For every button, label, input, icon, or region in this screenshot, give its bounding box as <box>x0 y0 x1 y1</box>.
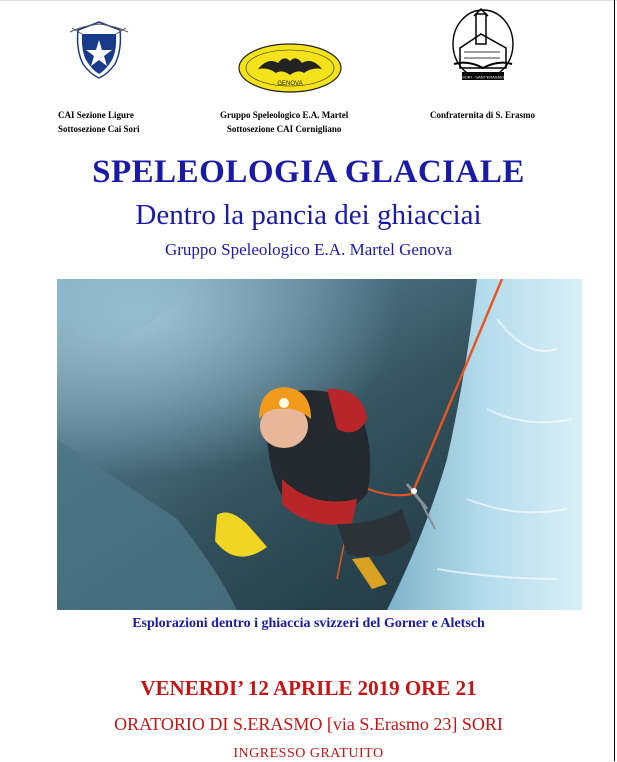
org-gruppo-martel <box>220 108 348 136</box>
group-name: Gruppo Speleologico E.A. Martel Genova <box>164 240 453 259</box>
org-confr-line1: Confraternita di S. Erasmo <box>430 110 535 120</box>
glacier-caver-photo <box>57 279 582 610</box>
page-subtitle: Dentro la pancia dei ghiacciai <box>135 199 482 231</box>
page-top-edge <box>0 0 617 1</box>
gruppo-logo-word: GENOVA <box>277 81 303 87</box>
org-cai-sori <box>58 108 140 136</box>
photo-caption: Esplorazioni dentro i ghiaccia svizzeri del Gorner e Aletsch <box>132 616 485 631</box>
event-date: VENERDI’ 12 APRILE 2019 ORE 21 <box>140 676 477 700</box>
org-gruppo-line1: Gruppo Speleologico E.A. Martel <box>220 110 349 120</box>
org-gruppo-line2: Sottosezione CAI Cornigliano <box>226 124 342 134</box>
page-title: SPELEOLOGIA GLACIALE <box>92 154 525 190</box>
event-entry: INGRESSO GRATUITO <box>233 746 384 761</box>
org-cai-line2: Sottosezione Cai Sori <box>58 124 140 134</box>
page-right-edge <box>614 0 615 761</box>
org-confraternita <box>430 108 535 122</box>
bat-logo-icon <box>238 43 342 93</box>
org-cai-line1: CAI Sezione Ligure <box>58 110 134 120</box>
confr-logo-word: SORI · SANT'ERASMO <box>461 74 505 80</box>
event-place: ORATORIO DI S.ERASMO [via S.Erasmo 23] SORI <box>114 714 503 734</box>
cai-star-logo-icon <box>68 20 130 80</box>
church-logo-icon <box>450 8 516 84</box>
